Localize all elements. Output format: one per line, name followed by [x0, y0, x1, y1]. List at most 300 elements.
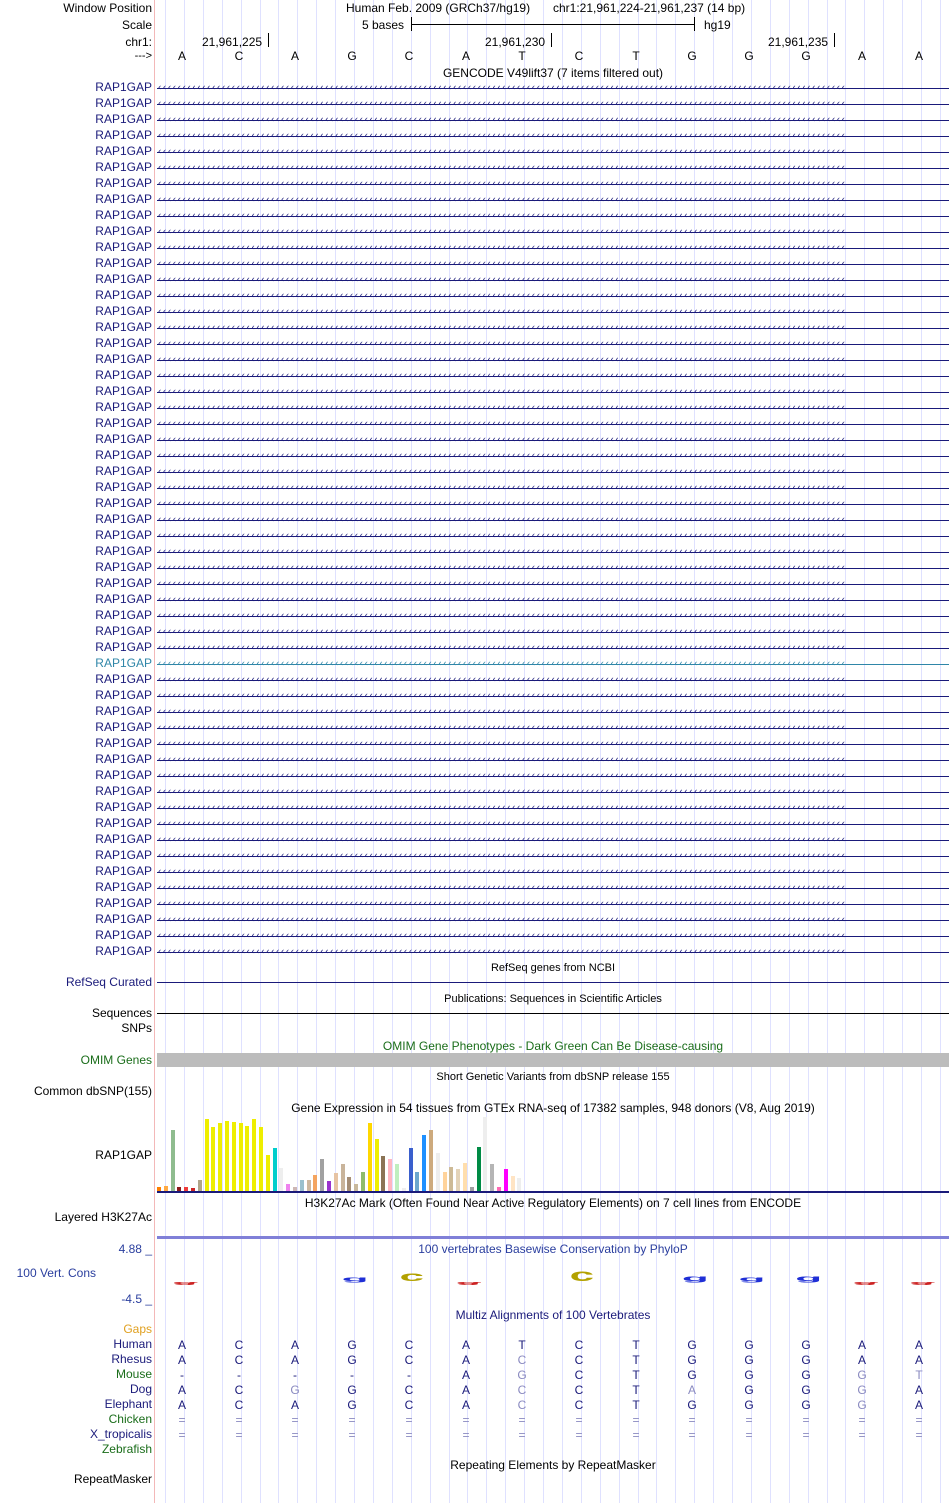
aligned-base: C — [404, 1338, 414, 1352]
tick-mark-2 — [551, 33, 552, 47]
omim-title: OMIM Gene Phenotypes - Dark Green Can Be Disease-causing — [382, 1039, 724, 1053]
aligned-base: G — [857, 1398, 867, 1412]
gtex-tissue-bar[interactable] — [504, 1169, 508, 1191]
gtex-tissue-bar[interactable] — [245, 1126, 249, 1191]
gtex-tissue-bar[interactable] — [415, 1172, 419, 1191]
repeatmasker-label[interactable]: RepeatMasker — [73, 1472, 152, 1486]
aligned-base: C — [517, 1398, 527, 1412]
refseq-line — [157, 982, 949, 983]
gencode-strand-arrows: ‹‹‹‹‹‹‹‹‹‹‹‹‹‹‹‹‹‹‹‹‹‹‹‹‹‹‹‹‹‹‹‹‹‹‹‹‹‹‹‹‹‹‹‹‹‹‹‹‹‹‹‹‹‹‹‹‹‹‹‹‹‹‹‹‹‹‹‹‹‹‹‹‹‹‹‹‹‹‹‹‹‹‹‹‹‹‹‹‹‹‹‹‹‹‹‹‹‹‹‹‹‹‹‹‹‹‹‹‹‹‹‹‹‹‹‹‹‹‹‹‹‹‹‹‹‹‹‹‹‹‹‹‹‹‹‹‹‹‹‹ — [157, 308, 846, 316]
gtex-label[interactable]: RAP1GAP — [95, 1148, 152, 1162]
gencode-strand-arrows: ‹‹‹‹‹‹‹‹‹‹‹‹‹‹‹‹‹‹‹‹‹‹‹‹‹‹‹‹‹‹‹‹‹‹‹‹‹‹‹‹‹‹‹‹‹‹‹‹‹‹‹‹‹‹‹‹‹‹‹‹‹‹‹‹‹‹‹‹‹‹‹‹‹‹‹‹‹‹‹‹‹‹‹‹‹‹‹‹‹‹‹‹‹‹‹‹‹‹‹‹‹‹‹‹‹‹‹‹‹‹‹‹‹‹‹‹‹‹‹‹‹‹‹‹‹‹‹‹‹‹‹‹‹‹‹‹‹‹‹‹ — [157, 564, 846, 572]
scale-bar — [411, 24, 694, 25]
phylop-base-letter: c — [399, 1268, 425, 1284]
gencode-strand-arrows: ‹‹‹‹‹‹‹‹‹‹‹‹‹‹‹‹‹‹‹‹‹‹‹‹‹‹‹‹‹‹‹‹‹‹‹‹‹‹‹‹‹‹‹‹‹‹‹‹‹‹‹‹‹‹‹‹‹‹‹‹‹‹‹‹‹‹‹‹‹‹‹‹‹‹‹‹‹‹‹‹‹‹‹‹‹‹‹‹‹‹‹‹‹‹‹‹‹‹‹‹‹‹‹‹‹‹‹‹‹‹‹‹‹‹‹‹‹‹‹‹‹‹‹‹‹‹‹‹‹‹‹‹‹‹‹‹‹‹‹‹ — [157, 884, 846, 892]
gencode-transcript-label[interactable]: RAP1GAP — [95, 208, 152, 222]
h3k27ac-label[interactable]: Layered H3K27Ac — [54, 1210, 152, 1224]
gencode-strand-arrows: ‹‹‹‹‹‹‹‹‹‹‹‹‹‹‹‹‹‹‹‹‹‹‹‹‹‹‹‹‹‹‹‹‹‹‹‹‹‹‹‹‹‹‹‹‹‹‹‹‹‹‹‹‹‹‹‹‹‹‹‹‹‹‹‹‹‹‹‹‹‹‹‹‹‹‹‹‹‹‹‹‹‹‹‹‹‹‹‹‹‹‹‹‹‹‹‹‹‹‹‹‹‹‹‹‹‹‹‹‹‹‹‹‹‹‹‹‹‹‹‹‹‹‹‹‹‹‹‹‹‹‹‹‹‹‹‹‹‹‹‹ — [157, 404, 846, 412]
gtex-tissue-bar[interactable] — [477, 1147, 481, 1191]
phylop-logo[interactable] — [157, 1256, 949, 1306]
gencode-transcript-label[interactable]: RAP1GAP — [95, 832, 152, 846]
aligned-base: A — [857, 1353, 866, 1367]
aligned-base: = — [235, 1428, 243, 1442]
aligned-base: = — [632, 1428, 640, 1442]
aligned-base: A — [461, 1383, 470, 1397]
gencode-strand-arrows: ‹‹‹‹‹‹‹‹‹‹‹‹‹‹‹‹‹‹‹‹‹‹‹‹‹‹‹‹‹‹‹‹‹‹‹‹‹‹‹‹‹‹‹‹‹‹‹‹‹‹‹‹‹‹‹‹‹‹‹‹‹‹‹‹‹‹‹‹‹‹‹‹‹‹‹‹‹‹‹‹‹‹‹‹‹‹‹‹‹‹‹‹‹‹‹‹‹‹‹‹‹‹‹‹‹‹‹‹‹‹‹‹‹‹‹‹‹‹‹‹‹‹‹‹‹‹‹‹‹‹‹‹‹‹‹‹‹‹‹‹ — [157, 132, 846, 140]
refseq-label[interactable]: RefSeq Curated — [65, 975, 152, 989]
reference-base: A — [177, 49, 186, 63]
gtex-tissue-bar[interactable] — [422, 1135, 426, 1191]
aligned-base: G — [857, 1368, 867, 1382]
gencode-transcript-label[interactable]: RAP1GAP — [95, 576, 152, 590]
gencode-strand-arrows: ‹‹‹‹‹‹‹‹‹‹‹‹‹‹‹‹‹‹‹‹‹‹‹‹‹‹‹‹‹‹‹‹‹‹‹‹‹‹‹‹‹‹‹‹‹‹‹‹‹‹‹‹‹‹‹‹‹‹‹‹‹‹‹‹‹‹‹‹‹‹‹‹‹‹‹‹‹‹‹‹‹‹‹‹‹‹‹‹‹‹‹‹‹‹‹‹‹‹‹‹‹‹‹‹‹‹‹‹‹‹‹‹‹‹‹‹‹‹‹‹‹‹‹‹‹‹‹‹‹‹‹‹‹‹‹‹‹‹‹‹ — [157, 644, 846, 652]
aligned-base: = — [235, 1413, 243, 1427]
aligned-base: A — [914, 1398, 923, 1412]
gencode-strand-arrows: ‹‹‹‹‹‹‹‹‹‹‹‹‹‹‹‹‹‹‹‹‹‹‹‹‹‹‹‹‹‹‹‹‹‹‹‹‹‹‹‹‹‹‹‹‹‹‹‹‹‹‹‹‹‹‹‹‹‹‹‹‹‹‹‹‹‹‹‹‹‹‹‹‹‹‹‹‹‹‹‹‹‹‹‹‹‹‹‹‹‹‹‹‹‹‹‹‹‹‹‹‹‹‹‹‹‹‹‹‹‹‹‹‹‹‹‹‹‹‹‹‹‹‹‹‹‹‹‹‹‹‹‹‹‹‹‹‹‹‹‹ — [157, 436, 846, 444]
h3k27ac-title: H3K27Ac Mark (Often Found Near Active Regulatory Elements) on 7 cell lines from ENCODE — [304, 1196, 802, 1210]
gencode-transcript-label[interactable]: RAP1GAP — [95, 352, 152, 366]
gtex-tissue-bar[interactable] — [354, 1184, 358, 1191]
gencode-transcript-label[interactable]: RAP1GAP — [95, 80, 152, 94]
gencode-strand-arrows: ‹‹‹‹‹‹‹‹‹‹‹‹‹‹‹‹‹‹‹‹‹‹‹‹‹‹‹‹‹‹‹‹‹‹‹‹‹‹‹‹‹‹‹‹‹‹‹‹‹‹‹‹‹‹‹‹‹‹‹‹‹‹‹‹‹‹‹‹‹‹‹‹‹‹‹‹‹‹‹‹‹‹‹‹‹‹‹‹‹‹‹‹‹‹‹‹‹‹‹‹‹‹‹‹‹‹‹‹‹‹‹‹‹‹‹‹‹‹‹‹‹‹‹‹‹‹‹‹‹‹‹‹‹‹‹‹‹‹‹‹ — [157, 788, 846, 796]
gtex-tissue-bar[interactable] — [368, 1123, 372, 1191]
gencode-transcript-label[interactable]: RAP1GAP — [95, 736, 152, 750]
aligned-base: = — [518, 1413, 526, 1427]
aligned-base: A — [914, 1383, 923, 1397]
gtex-tissue-bar[interactable] — [436, 1153, 440, 1191]
aligned-base: C — [404, 1398, 414, 1412]
gencode-transcript-label[interactable]: RAP1GAP — [95, 144, 152, 158]
gencode-strand-arrows: ‹‹‹‹‹‹‹‹‹‹‹‹‹‹‹‹‹‹‹‹‹‹‹‹‹‹‹‹‹‹‹‹‹‹‹‹‹‹‹‹‹‹‹‹‹‹‹‹‹‹‹‹‹‹‹‹‹‹‹‹‹‹‹‹‹‹‹‹‹‹‹‹‹‹‹‹‹‹‹‹‹‹‹‹‹‹‹‹‹‹‹‹‹‹‹‹‹‹‹‹‹‹‹‹‹‹‹‹‹‹‹‹‹‹‹‹‹‹‹‹‹‹‹‹‹‹‹‹‹‹‹‹‹‹‹‹‹‹‹‹ — [157, 548, 846, 556]
gencode-transcript-label[interactable]: RAP1GAP — [95, 720, 152, 734]
reference-base: A — [461, 49, 470, 63]
reference-base: C — [574, 49, 584, 63]
gtex-gene-line — [157, 1191, 949, 1193]
aligned-base: = — [405, 1413, 413, 1427]
aligned-base: = — [745, 1428, 753, 1442]
gencode-transcript-label[interactable]: RAP1GAP — [95, 880, 152, 894]
reference-base: G — [801, 49, 811, 63]
aligned-base: = — [405, 1428, 413, 1442]
aligned-base: G — [744, 1398, 754, 1412]
phylop-base-letter: a — [853, 1280, 878, 1288]
label-divider — [154, 0, 155, 1503]
gencode-strand-arrows: ‹‹‹‹‹‹‹‹‹‹‹‹‹‹‹‹‹‹‹‹‹‹‹‹‹‹‹‹‹‹‹‹‹‹‹‹‹‹‹‹‹‹‹‹‹‹‹‹‹‹‹‹‹‹‹‹‹‹‹‹‹‹‹‹‹‹‹‹‹‹‹‹‹‹‹‹‹‹‹‹‹‹‹‹‹‹‹‹‹‹‹‹‹‹‹‹‹‹‹‹‹‹‹‹‹‹‹‹‹‹‹‹‹‹‹‹‹‹‹‹‹‹‹‹‹‹‹‹‹‹‹‹‹‹‹‹‹‹‹‹ — [157, 916, 846, 924]
aligned-base: G — [687, 1338, 697, 1352]
gtex-title: Gene Expression in 54 tissues from GTEx RNA-seq of 17382 samples, 948 donors (V8, Aug 2019) — [291, 1101, 815, 1115]
gencode-transcript-label[interactable]: RAP1GAP — [95, 528, 152, 542]
gencode-strand-arrows: ‹‹‹‹‹‹‹‹‹‹‹‹‹‹‹‹‹‹‹‹‹‹‹‹‹‹‹‹‹‹‹‹‹‹‹‹‹‹‹‹‹‹‹‹‹‹‹‹‹‹‹‹‹‹‹‹‹‹‹‹‹‹‹‹‹‹‹‹‹‹‹‹‹‹‹‹‹‹‹‹‹‹‹‹‹‹‹‹‹‹‹‹‹‹‹‹‹‹‹‹‹‹‹‹‹‹‹‹‹‹‹‹‹‹‹‹‹‹‹‹‹‹‹‹‹‹‹‹‹‹‹‹‹‹‹‹‹‹‹‹ — [157, 580, 846, 588]
gencode-transcript-label[interactable]: RAP1GAP — [95, 544, 152, 558]
gencode-transcript-label[interactable]: RAP1GAP — [95, 240, 152, 254]
aligned-base: = — [858, 1413, 866, 1427]
tick-label-1: 21,961,225 — [202, 35, 263, 49]
aligned-base: = — [462, 1413, 470, 1427]
gencode-strand-arrows: ‹‹‹‹‹‹‹‹‹‹‹‹‹‹‹‹‹‹‹‹‹‹‹‹‹‹‹‹‹‹‹‹‹‹‹‹‹‹‹‹‹‹‹‹‹‹‹‹‹‹‹‹‹‹‹‹‹‹‹‹‹‹‹‹‹‹‹‹‹‹‹‹‹‹‹‹‹‹‹‹‹‹‹‹‹‹‹‹‹‹‹‹‹‹‹‹‹‹‹‹‹‹‹‹‹‹‹‹‹‹‹‹‹‹‹‹‹‹‹‹‹‹‹‹‹‹‹‹‹‹‹‹‹‹‹‹‹‹‹‹ — [157, 212, 846, 220]
phylop-min-label: -4.5 _ — [121, 1292, 152, 1306]
gencode-transcript-label[interactable]: RAP1GAP — [95, 480, 152, 494]
gencode-strand-arrows: ‹‹‹‹‹‹‹‹‹‹‹‹‹‹‹‹‹‹‹‹‹‹‹‹‹‹‹‹‹‹‹‹‹‹‹‹‹‹‹‹‹‹‹‹‹‹‹‹‹‹‹‹‹‹‹‹‹‹‹‹‹‹‹‹‹‹‹‹‹‹‹‹‹‹‹‹‹‹‹‹‹‹‹‹‹‹‹‹‹‹‹‹‹‹‹‹‹‹‹‹‹‹‹‹‹‹‹‹‹‹‹‹‹‹‹‹‹‹‹‹‹‹‹‹‹‹‹‹‹‹‹‹‹‹‹‹‹‹‹‹ — [157, 324, 846, 332]
gtex-tissue-bar[interactable] — [381, 1156, 385, 1191]
gtex-tissue-bar[interactable] — [266, 1155, 270, 1191]
gencode-transcript-label[interactable]: RAP1GAP — [95, 512, 152, 526]
species-label[interactable]: Elephant — [104, 1397, 152, 1411]
gencode-title: GENCODE V49lift37 (7 items filtered out) — [442, 66, 664, 80]
publications-label[interactable]: Sequences — [91, 1006, 152, 1020]
gtex-tissue-bar[interactable] — [483, 1117, 487, 1191]
gencode-transcript-label[interactable]: RAP1GAP — [95, 928, 152, 942]
gencode-transcript-label[interactable]: RAP1GAP — [95, 336, 152, 350]
phylop-base-letter: a — [456, 1280, 481, 1288]
gtex-tissue-bar[interactable] — [517, 1178, 521, 1191]
gencode-strand-arrows: ‹‹‹‹‹‹‹‹‹‹‹‹‹‹‹‹‹‹‹‹‹‹‹‹‹‹‹‹‹‹‹‹‹‹‹‹‹‹‹‹‹‹‹‹‹‹‹‹‹‹‹‹‹‹‹‹‹‹‹‹‹‹‹‹‹‹‹‹‹‹‹‹‹‹‹‹‹‹‹‹‹‹‹‹‹‹‹‹‹‹‹‹‹‹‹‹‹‹‹‹‹‹‹‹‹‹‹‹‹‹‹‹‹‹‹‹‹‹‹‹‹‹‹‹‹‹‹‹‹‹‹‹‹‹‹‹‹‹‹‹ — [157, 932, 846, 940]
gencode-strand-arrows: ‹‹‹‹‹‹‹‹‹‹‹‹‹‹‹‹‹‹‹‹‹‹‹‹‹‹‹‹‹‹‹‹‹‹‹‹‹‹‹‹‹‹‹‹‹‹‹‹‹‹‹‹‹‹‹‹‹‹‹‹‹‹‹‹‹‹‹‹‹‹‹‹‹‹‹‹‹‹‹‹‹‹‹‹‹‹‹‹‹‹‹‹‹‹‹‹‹‹‹‹‹‹‹‹‹‹‹‹‹‹‹‹‹‹‹‹‹‹‹‹‹‹‹‹‹‹‹‹‹‹‹‹‹‹‹‹‹‹‹‹ — [157, 244, 846, 252]
gencode-transcript-label[interactable]: RAP1GAP — [95, 864, 152, 878]
phylop-max-label: 4.88 _ — [118, 1242, 152, 1256]
aligned-base: - — [407, 1368, 411, 1382]
gencode-transcript-label[interactable]: RAP1GAP — [95, 272, 152, 286]
aligned-base: G — [857, 1383, 867, 1397]
assembly-title: Human Feb. 2009 (GRCh37/hg19) — [346, 1, 531, 15]
gencode-strand-arrows: ‹‹‹‹‹‹‹‹‹‹‹‹‹‹‹‹‹‹‹‹‹‹‹‹‹‹‹‹‹‹‹‹‹‹‹‹‹‹‹‹‹‹‹‹‹‹‹‹‹‹‹‹‹‹‹‹‹‹‹‹‹‹‹‹‹‹‹‹‹‹‹‹‹‹‹‹‹‹‹‹‹‹‹‹‹‹‹‹‹‹‹‹‹‹‹‹‹‹‹‹‹‹‹‹‹‹‹‹‹‹‹‹‹‹‹‹‹‹‹‹‹‹‹‹‹‹‹‹‹‹‹‹‹‹‹‹‹‹‹‹ — [157, 948, 846, 956]
reference-base: A — [290, 49, 299, 63]
gencode-strand-arrows: ‹‹‹‹‹‹‹‹‹‹‹‹‹‹‹‹‹‹‹‹‹‹‹‹‹‹‹‹‹‹‹‹‹‹‹‹‹‹‹‹‹‹‹‹‹‹‹‹‹‹‹‹‹‹‹‹‹‹‹‹‹‹‹‹‹‹‹‹‹‹‹‹‹‹‹‹‹‹‹‹‹‹‹‹‹‹‹‹‹‹‹‹‹‹‹‹‹‹‹‹‹‹‹‹‹‹‹‹‹‹‹‹‹‹‹‹‹‹‹‹‹‹‹‹‹‹‹‹‹‹‹‹‹‹‹‹‹‹‹‹ — [157, 532, 846, 540]
reference-base: G — [347, 49, 357, 63]
gencode-strand-arrows: ‹‹‹‹‹‹‹‹‹‹‹‹‹‹‹‹‹‹‹‹‹‹‹‹‹‹‹‹‹‹‹‹‹‹‹‹‹‹‹‹‹‹‹‹‹‹‹‹‹‹‹‹‹‹‹‹‹‹‹‹‹‹‹‹‹‹‹‹‹‹‹‹‹‹‹‹‹‹‹‹‹‹‹‹‹‹‹‹‹‹‹‹‹‹‹‹‹‹‹‹‹‹‹‹‹‹‹‹‹‹‹‹‹‹‹‹‹‹‹‹‹‹‹‹‹‹‹‹‹‹‹‹‹‹‹‹‹‹‹‹ — [157, 772, 846, 780]
aligned-base: G — [517, 1368, 527, 1382]
gencode-transcript-label[interactable]: RAP1GAP — [95, 496, 152, 510]
gtex-tissue-bar[interactable] — [300, 1180, 304, 1191]
gencode-transcript-label[interactable]: RAP1GAP — [95, 368, 152, 382]
aligned-base: A — [177, 1338, 186, 1352]
aligned-base: = — [462, 1428, 470, 1442]
aligned-base: = — [915, 1413, 923, 1427]
aligned-base: = — [802, 1413, 810, 1427]
gtex-tissue-bar[interactable] — [198, 1180, 202, 1191]
gencode-transcript-label[interactable]: RAP1GAP — [95, 464, 152, 478]
reference-base: T — [632, 49, 640, 63]
gencode-strand-arrows: ‹‹‹‹‹‹‹‹‹‹‹‹‹‹‹‹‹‹‹‹‹‹‹‹‹‹‹‹‹‹‹‹‹‹‹‹‹‹‹‹‹‹‹‹‹‹‹‹‹‹‹‹‹‹‹‹‹‹‹‹‹‹‹‹‹‹‹‹‹‹‹‹‹‹‹‹‹‹‹‹‹‹‹‹‹‹‹‹‹‹‹‹‹‹‹‹‹‹‹‹‹‹‹‹‹‹‹‹‹‹‹‹‹‹‹‹‹‹‹‹‹‹‹‹‹‹‹‹‹‹‹‹‹‹‹‹‹‹‹‹ — [157, 276, 846, 284]
gencode-transcript-label[interactable]: RAP1GAP — [95, 288, 152, 302]
aligned-base: = — [632, 1413, 640, 1427]
gencode-transcript-label[interactable]: RAP1GAP — [95, 176, 152, 190]
aligned-base: G — [347, 1398, 357, 1412]
gencode-transcript-label[interactable]: RAP1GAP — [95, 416, 152, 430]
tick-mark-3 — [834, 33, 835, 47]
aligned-base: G — [290, 1383, 300, 1397]
gtex-tissue-bar[interactable] — [409, 1148, 413, 1191]
gencode-strand-arrows: ‹‹‹‹‹‹‹‹‹‹‹‹‹‹‹‹‹‹‹‹‹‹‹‹‹‹‹‹‹‹‹‹‹‹‹‹‹‹‹‹‹‹‹‹‹‹‹‹‹‹‹‹‹‹‹‹‹‹‹‹‹‹‹‹‹‹‹‹‹‹‹‹‹‹‹‹‹‹‹‹‹‹‹‹‹‹‹‹‹‹‹‹‹‹‹‹‹‹‹‹‹‹‹‹‹‹‹‹‹‹‹‹‹‹‹‹‹‹‹‹‹‹‹‹‹‹‹‹‹‹‹‹‹‹‹‹‹‹‹‹ — [157, 84, 846, 92]
gtex-tissue-bar[interactable] — [259, 1127, 263, 1191]
gencode-transcript-label[interactable]: RAP1GAP — [95, 672, 152, 686]
species-label[interactable]: Chicken — [108, 1412, 152, 1426]
aligned-base: G — [347, 1353, 357, 1367]
gencode-transcript-label[interactable]: RAP1GAP — [95, 256, 152, 270]
strand-label: ---> — [134, 50, 152, 62]
aligned-base: G — [347, 1383, 357, 1397]
aligned-base: A — [687, 1383, 696, 1397]
aligned-base: = — [291, 1413, 299, 1427]
gencode-transcript-label[interactable]: RAP1GAP — [95, 688, 152, 702]
aligned-base: C — [574, 1338, 584, 1352]
gtex-tissue-bar[interactable] — [252, 1119, 256, 1191]
tick-label-2: 21,961,230 — [485, 35, 546, 49]
gencode-transcript-label[interactable]: RAP1GAP — [95, 224, 152, 238]
gencode-strand-arrows: ‹‹‹‹‹‹‹‹‹‹‹‹‹‹‹‹‹‹‹‹‹‹‹‹‹‹‹‹‹‹‹‹‹‹‹‹‹‹‹‹‹‹‹‹‹‹‹‹‹‹‹‹‹‹‹‹‹‹‹‹‹‹‹‹‹‹‹‹‹‹‹‹‹‹‹‹‹‹‹‹‹‹‹‹‹‹‹‹‹‹‹‹‹‹‹‹‹‹‹‹‹‹‹‹‹‹‹‹‹‹‹‹‹‹‹‹‹‹‹‹‹‹‹‹‹‹‹‹‹‹‹‹‹‹‹‹‹‹‹‹ — [157, 116, 846, 124]
aligned-base: G — [801, 1398, 811, 1412]
aligned-base: - — [293, 1368, 297, 1382]
gtex-tissue-bar[interactable] — [449, 1167, 453, 1191]
gencode-transcript-label[interactable]: RAP1GAP — [95, 816, 152, 830]
aligned-base: = — [348, 1413, 356, 1427]
aligned-base: C — [517, 1353, 527, 1367]
gtex-tissue-bar[interactable] — [313, 1175, 317, 1191]
gencode-transcript-label[interactable]: RAP1GAP — [95, 128, 152, 142]
aligned-base: A — [177, 1383, 186, 1397]
aligned-base: G — [687, 1368, 697, 1382]
gencode-strand-arrows: ‹‹‹‹‹‹‹‹‹‹‹‹‹‹‹‹‹‹‹‹‹‹‹‹‹‹‹‹‹‹‹‹‹‹‹‹‹‹‹‹‹‹‹‹‹‹‹‹‹‹‹‹‹‹‹‹‹‹‹‹‹‹‹‹‹‹‹‹‹‹‹‹‹‹‹‹‹‹‹‹‹‹‹‹‹‹‹‹‹‹‹‹‹‹‹‹‹‹‹‹‹‹‹‹‹‹‹‹‹‹‹‹‹‹‹‹‹‹‹‹‹‹‹‹‹‹‹‹‹‹‹‹‹‹‹‹‹‹‹‹ — [157, 676, 846, 684]
phylop-base-letter: g — [738, 1275, 766, 1283]
gencode-strand-arrows: ‹‹‹‹‹‹‹‹‹‹‹‹‹‹‹‹‹‹‹‹‹‹‹‹‹‹‹‹‹‹‹‹‹‹‹‹‹‹‹‹‹‹‹‹‹‹‹‹‹‹‹‹‹‹‹‹‹‹‹‹‹‹‹‹‹‹‹‹‹‹‹‹‹‹‹‹‹‹‹‹‹‹‹‹‹‹‹‹‹‹‹‹‹‹‹‹‹‹‹‹‹‹‹‹‹‹‹‹‹‹‹‹‹‹‹‹‹‹‹‹‹‹‹‹‹‹‹‹‹‹‹‹‹‹‹‹‹‹‹‹ — [157, 500, 846, 508]
gencode-strand-arrows: ‹‹‹‹‹‹‹‹‹‹‹‹‹‹‹‹‹‹‹‹‹‹‹‹‹‹‹‹‹‹‹‹‹‹‹‹‹‹‹‹‹‹‹‹‹‹‹‹‹‹‹‹‹‹‹‹‹‹‹‹‹‹‹‹‹‹‹‹‹‹‹‹‹‹‹‹‹‹‹‹‹‹‹‹‹‹‹‹‹‹‹‹‹‹‹‹‹‹‹‹‹‹‹‹‹‹‹‹‹‹‹‹‹‹‹‹‹‹‹‹‹‹‹‹‹‹‹‹‹‹‹‹‹‹‹‹‹‹‹‹ — [157, 820, 846, 828]
aligned-base: A — [177, 1353, 186, 1367]
gencode-strand-arrows: ‹‹‹‹‹‹‹‹‹‹‹‹‹‹‹‹‹‹‹‹‹‹‹‹‹‹‹‹‹‹‹‹‹‹‹‹‹‹‹‹‹‹‹‹‹‹‹‹‹‹‹‹‹‹‹‹‹‹‹‹‹‹‹‹‹‹‹‹‹‹‹‹‹‹‹‹‹‹‹‹‹‹‹‹‹‹‹‹‹‹‹‹‹‹‹‹‹‹‹‹‹‹‹‹‹‹‹‹‹‹‹‹‹‹‹‹‹‹‹‹‹‹‹‹‹‹‹‹‹‹‹‹‹‹‹‹‹‹‹‹ — [157, 388, 846, 396]
reference-base: G — [687, 49, 697, 63]
gtex-tissue-bar[interactable] — [443, 1172, 447, 1191]
gtex-tissue-bar[interactable] — [239, 1123, 243, 1191]
phylop-base-letter: a — [172, 1280, 198, 1288]
gencode-transcript-label[interactable]: RAP1GAP — [95, 704, 152, 718]
reference-base: C — [234, 49, 244, 63]
gtex-tissue-bar[interactable] — [279, 1168, 283, 1191]
reference-base: G — [744, 49, 754, 63]
gencode-strand-arrows: ‹‹‹‹‹‹‹‹‹‹‹‹‹‹‹‹‹‹‹‹‹‹‹‹‹‹‹‹‹‹‹‹‹‹‹‹‹‹‹‹‹‹‹‹‹‹‹‹‹‹‹‹‹‹‹‹‹‹‹‹‹‹‹‹‹‹‹‹‹‹‹‹‹‹‹‹‹‹‹‹‹‹‹‹‹‹‹‹‹‹‹‹‹‹‹‹‹‹‹‹‹‹‹‹‹‹‹‹‹‹‹‹‹‹‹‹‹‹‹‹‹‹‹‹‹‹‹‹‹‹‹‹‹‹‹‹‹‹‹‹ — [157, 868, 846, 876]
gencode-strand-arrows: ‹‹‹‹‹‹‹‹‹‹‹‹‹‹‹‹‹‹‹‹‹‹‹‹‹‹‹‹‹‹‹‹‹‹‹‹‹‹‹‹‹‹‹‹‹‹‹‹‹‹‹‹‹‹‹‹‹‹‹‹‹‹‹‹‹‹‹‹‹‹‹‹‹‹‹‹‹‹‹‹‹‹‹‹‹‹‹‹‹‹‹‹‹‹‹‹‹‹‹‹‹‹‹‹‹‹‹‹‹‹‹‹‹‹‹‹‹‹‹‹‹‹‹‹‹‹‹‹‹‹‹‹‹‹‹‹‹‹‹‹ — [157, 196, 846, 204]
aligned-base: = — [575, 1428, 583, 1442]
aligned-base: A — [461, 1398, 470, 1412]
gtex-tissue-bar[interactable] — [334, 1173, 338, 1191]
gencode-transcript-label[interactable]: RAP1GAP — [95, 400, 152, 414]
gtex-bar-chart[interactable] — [157, 1115, 949, 1191]
gencode-transcript-label[interactable]: RAP1GAP — [95, 752, 152, 766]
gencode-strand-arrows: ‹‹‹‹‹‹‹‹‹‹‹‹‹‹‹‹‹‹‹‹‹‹‹‹‹‹‹‹‹‹‹‹‹‹‹‹‹‹‹‹‹‹‹‹‹‹‹‹‹‹‹‹‹‹‹‹‹‹‹‹‹‹‹‹‹‹‹‹‹‹‹‹‹‹‹‹‹‹‹‹‹‹‹‹‹‹‹‹‹‹‹‹‹‹‹‹‹‹‹‹‹‹‹‹‹‹‹‹‹‹‹‹‹‹‹‹‹‹‹‹‹‹‹‹‹‹‹‹‹‹‹‹‹‹‹‹‹‹‹‹ — [157, 452, 846, 460]
scale-right-tick — [694, 17, 695, 31]
gencode-transcript-label[interactable]: RAP1GAP — [95, 608, 152, 622]
gtex-tissue-bar[interactable] — [286, 1184, 290, 1191]
gtex-tissue-bar[interactable] — [232, 1122, 236, 1191]
gencode-transcript-label[interactable]: RAP1GAP — [95, 800, 152, 814]
gencode-strand-arrows: ‹‹‹‹‹‹‹‹‹‹‹‹‹‹‹‹‹‹‹‹‹‹‹‹‹‹‹‹‹‹‹‹‹‹‹‹‹‹‹‹‹‹‹‹‹‹‹‹‹‹‹‹‹‹‹‹‹‹‹‹‹‹‹‹‹‹‹‹‹‹‹‹‹‹‹‹‹‹‹‹‹‹‹‹‹‹‹‹‹‹‹‹‹‹‹‹‹‹‹‹‹‹‹‹‹‹‹‹‹‹‹‹‹‹‹‹‹‹‹‹‹‹‹‹‹‹‹‹‹‹‹‹‹‹‹‹‹‹‹‹ — [157, 628, 846, 636]
gtex-tissue-bar[interactable] — [327, 1181, 331, 1191]
omim-label[interactable]: OMIM Genes — [80, 1053, 152, 1067]
species-label[interactable]: Mouse — [115, 1367, 152, 1381]
aligned-base: G — [801, 1353, 811, 1367]
gtex-tissue-bar[interactable] — [320, 1159, 324, 1191]
gencode-strand-arrows: ‹‹‹‹‹‹‹‹‹‹‹‹‹‹‹‹‹‹‹‹‹‹‹‹‹‹‹‹‹‹‹‹‹‹‹‹‹‹‹‹‹‹‹‹‹‹‹‹‹‹‹‹‹‹‹‹‹‹‹‹‹‹‹‹‹‹‹‹‹‹‹‹‹‹‹‹‹‹‹‹‹‹‹‹‹‹‹‹‹‹‹‹‹‹‹‹‹‹‹‹‹‹‹‹‹‹‹‹‹‹‹‹‹‹‹‹‹‹‹‹‹‹‹‹‹‹‹‹‹‹‹‹‹‹‹‹‹‹‹‹ — [157, 484, 846, 492]
gencode-strand-arrows: ‹‹‹‹‹‹‹‹‹‹‹‹‹‹‹‹‹‹‹‹‹‹‹‹‹‹‹‹‹‹‹‹‹‹‹‹‹‹‹‹‹‹‹‹‹‹‹‹‹‹‹‹‹‹‹‹‹‹‹‹‹‹‹‹‹‹‹‹‹‹‹‹‹‹‹‹‹‹‹‹‹‹‹‹‹‹‹‹‹‹‹‹‹‹‹‹‹‹‹‹‹‹‹‹‹‹‹‹‹‹‹‹‹‹‹‹‹‹‹‹‹‹‹‹‹‹‹‹‹‹‹‹‹‹‹‹‹‹‹‹ — [157, 340, 846, 348]
gtex-tissue-bar[interactable] — [347, 1177, 351, 1191]
gencode-transcript-label[interactable]: RAP1GAP — [95, 432, 152, 446]
gencode-transcript-label[interactable]: RAP1GAP — [95, 944, 152, 958]
gencode-strand-arrows: ‹‹‹‹‹‹‹‹‹‹‹‹‹‹‹‹‹‹‹‹‹‹‹‹‹‹‹‹‹‹‹‹‹‹‹‹‹‹‹‹‹‹‹‹‹‹‹‹‹‹‹‹‹‹‹‹‹‹‹‹‹‹‹‹‹‹‹‹‹‹‹‹‹‹‹‹‹‹‹‹‹‹‹‹‹‹‹‹‹‹‹‹‹‹‹‹‹‹‹‹‹‹‹‹‹‹‹‹‹‹‹‹‹‹‹‹‹‹‹‹‹‹‹‹‹‹‹‹‹‹‹‹‹‹‹‹‹‹‹‹ — [157, 692, 846, 700]
gtex-tissue-bar[interactable] — [490, 1164, 494, 1191]
gencode-strand-arrows: ‹‹‹‹‹‹‹‹‹‹‹‹‹‹‹‹‹‹‹‹‹‹‹‹‹‹‹‹‹‹‹‹‹‹‹‹‹‹‹‹‹‹‹‹‹‹‹‹‹‹‹‹‹‹‹‹‹‹‹‹‹‹‹‹‹‹‹‹‹‹‹‹‹‹‹‹‹‹‹‹‹‹‹‹‹‹‹‹‹‹‹‹‹‹‹‹‹‹‹‹‹‹‹‹‹‹‹‹‹‹‹‹‹‹‹‹‹‹‹‹‹‹‹‹‹‹‹‹‹‹‹‹‹‹‹‹‹‹‹‹ — [157, 372, 846, 380]
tick-mark-1 — [268, 33, 269, 47]
species-label[interactable]: Rhesus — [111, 1352, 152, 1366]
gencode-transcript-label[interactable]: RAP1GAP — [95, 624, 152, 638]
aligned-base: A — [914, 1338, 923, 1352]
aligned-base: C — [234, 1353, 244, 1367]
phylop-base-letter: g — [341, 1275, 369, 1283]
gencode-transcript-label[interactable]: RAP1GAP — [95, 592, 152, 606]
scale-db: hg19 — [704, 18, 731, 32]
chrom-label: chr1: — [125, 35, 152, 49]
gencode-strand-arrows: ‹‹‹‹‹‹‹‹‹‹‹‹‹‹‹‹‹‹‹‹‹‹‹‹‹‹‹‹‹‹‹‹‹‹‹‹‹‹‹‹‹‹‹‹‹‹‹‹‹‹‹‹‹‹‹‹‹‹‹‹‹‹‹‹‹‹‹‹‹‹‹‹‹‹‹‹‹‹‹‹‹‹‹‹‹‹‹‹‹‹‹‹‹‹‹‹‹‹‹‹‹‹‹‹‹‹‹‹‹‹‹‹‹‹‹‹‹‹‹‹‹‹‹‹‹‹‹‹‹‹‹‹‹‹‹‹‹‹‹‹ — [157, 356, 846, 364]
aligned-base: C — [404, 1383, 414, 1397]
gtex-tissue-bar[interactable] — [171, 1130, 175, 1191]
species-label[interactable]: Zebrafish — [101, 1442, 152, 1456]
aligned-base: C — [574, 1353, 584, 1367]
aligned-base: = — [178, 1428, 186, 1442]
gencode-strand-arrows: ‹‹‹‹‹‹‹‹‹‹‹‹‹‹‹‹‹‹‹‹‹‹‹‹‹‹‹‹‹‹‹‹‹‹‹‹‹‹‹‹‹‹‹‹‹‹‹‹‹‹‹‹‹‹‹‹‹‹‹‹‹‹‹‹‹‹‹‹‹‹‹‹‹‹‹‹‹‹‹‹‹‹‹‹‹‹‹‹‹‹‹‹‹‹‹‹‹‹‹‹‹‹‹‹‹‹‹‹‹‹‹‹‹‹‹‹‹‹‹‹‹‹‹‹‹‹‹‹‹‹‹‹‹‹‹‹‹‹‹‹ — [157, 100, 846, 108]
gencode-transcript-label[interactable]: RAP1GAP — [95, 320, 152, 334]
aligned-base: = — [178, 1413, 186, 1427]
gtex-tissue-bar[interactable] — [361, 1172, 365, 1191]
gencode-transcript-label[interactable]: RAP1GAP — [95, 768, 152, 782]
gtex-tissue-bar[interactable] — [511, 1176, 515, 1191]
gencode-strand-arrows: ‹‹‹‹‹‹‹‹‹‹‹‹‹‹‹‹‹‹‹‹‹‹‹‹‹‹‹‹‹‹‹‹‹‹‹‹‹‹‹‹‹‹‹‹‹‹‹‹‹‹‹‹‹‹‹‹‹‹‹‹‹‹‹‹‹‹‹‹‹‹‹‹‹‹‹‹‹‹‹‹‹‹‹‹‹‹‹‹‹‹‹‹‹‹‹‹‹‹‹‹‹‹‹‹‹‹‹‹‹‹‹‹‹‹‹‹‹‹‹‹‹‹‹‹‹‹‹‹‹‹‹‹‹‹‹‹‹‹‹‹ — [157, 180, 846, 188]
aligned-base: = — [518, 1428, 526, 1442]
aligned-base: G — [744, 1383, 754, 1397]
gencode-strand-arrows: ‹‹‹‹‹‹‹‹‹‹‹‹‹‹‹‹‹‹‹‹‹‹‹‹‹‹‹‹‹‹‹‹‹‹‹‹‹‹‹‹‹‹‹‹‹‹‹‹‹‹‹‹‹‹‹‹‹‹‹‹‹‹‹‹‹‹‹‹‹‹‹‹‹‹‹‹‹‹‹‹‹‹‹‹‹‹‹‹‹‹‹‹‹‹‹‹‹‹‹‹‹‹‹‹‹‹‹‹‹‹‹‹‹‹‹‹‹‹‹‹‹‹‹‹‹‹‹‹‹‹‹‹‹‹‹‹‹‹‹‹ — [157, 420, 846, 428]
gencode-transcript-label[interactable]: RAP1GAP — [95, 656, 152, 670]
aligned-base: G — [687, 1353, 697, 1367]
gencode-transcript-label[interactable]: RAP1GAP — [95, 640, 152, 654]
gtex-tissue-bar[interactable] — [307, 1180, 311, 1191]
aligned-base: G — [744, 1353, 754, 1367]
repeatmasker-title: Repeating Elements by RepeatMasker — [450, 1458, 656, 1472]
gtex-tissue-bar[interactable] — [456, 1169, 460, 1191]
gtex-tissue-bar[interactable] — [395, 1164, 399, 1191]
phylop-base-letter: c — [569, 1266, 595, 1286]
gencode-transcript-label[interactable]: RAP1GAP — [95, 848, 152, 862]
aligned-base: - — [350, 1368, 354, 1382]
aligned-base: = — [688, 1428, 696, 1442]
aligned-base: C — [234, 1338, 244, 1352]
species-label[interactable]: Dog — [129, 1382, 152, 1396]
gencode-strand-arrows: ‹‹‹‹‹‹‹‹‹‹‹‹‹‹‹‹‹‹‹‹‹‹‹‹‹‹‹‹‹‹‹‹‹‹‹‹‹‹‹‹‹‹‹‹‹‹‹‹‹‹‹‹‹‹‹‹‹‹‹‹‹‹‹‹‹‹‹‹‹‹‹‹‹‹‹‹‹‹‹‹‹‹‹‹‹‹‹‹‹‹‹‹‹‹‹‹‹‹‹‹‹‹‹‹‹‹‹‹‹‹‹‹‹‹‹‹‹‹‹‹‹‹‹‹‹‹‹‹‹‹‹‹‹‹‹‹‹‹‹‹ — [157, 804, 846, 812]
reference-base: T — [518, 49, 526, 63]
h3k27ac-signal — [157, 1236, 949, 1239]
aligned-base: G — [744, 1338, 754, 1352]
aligned-base: C — [574, 1368, 584, 1382]
snps-label[interactable]: SNPs — [121, 1021, 152, 1035]
gencode-strand-arrows: ‹‹‹‹‹‹‹‹‹‹‹‹‹‹‹‹‹‹‹‹‹‹‹‹‹‹‹‹‹‹‹‹‹‹‹‹‹‹‹‹‹‹‹‹‹‹‹‹‹‹‹‹‹‹‹‹‹‹‹‹‹‹‹‹‹‹‹‹‹‹‹‹‹‹‹‹‹‹‹‹‹‹‹‹‹‹‹‹‹‹‹‹‹‹‹‹‹‹‹‹‹‹‹‹‹‹‹‹‹‹‹‹‹‹‹‹‹‹‹‹‹‹‹‹‹‹‹‹‹‹‹‹‹‹‹‹‹‹‹‹ — [157, 708, 846, 716]
aligned-base: C — [517, 1383, 527, 1397]
phylop-base-letter: g — [795, 1273, 823, 1283]
aligned-base: G — [687, 1398, 697, 1412]
gencode-transcript-label[interactable]: RAP1GAP — [95, 448, 152, 462]
dbsnp-title: Short Genetic Variants from dbSNP release 155 — [436, 1071, 670, 1083]
gencode-transcript-label[interactable]: RAP1GAP — [95, 96, 152, 110]
aligned-base: C — [234, 1398, 244, 1412]
gencode-strand-arrows: ‹‹‹‹‹‹‹‹‹‹‹‹‹‹‹‹‹‹‹‹‹‹‹‹‹‹‹‹‹‹‹‹‹‹‹‹‹‹‹‹‹‹‹‹‹‹‹‹‹‹‹‹‹‹‹‹‹‹‹‹‹‹‹‹‹‹‹‹‹‹‹‹‹‹‹‹‹‹‹‹‹‹‹‹‹‹‹‹‹‹‹‹‹‹‹‹‹‹‹‹‹‹‹‹‹‹‹‹‹‹‹‹‹‹‹‹‹‹‹‹‹‹‹‹‹‹‹‹‹‹‹‹‹‹‹‹‹‹‹‹ — [157, 660, 846, 668]
gencode-transcript-label[interactable]: RAP1GAP — [95, 384, 152, 398]
gencode-transcript-label[interactable]: RAP1GAP — [95, 784, 152, 798]
species-label[interactable]: Human — [113, 1337, 152, 1351]
gencode-strand-arrows: ‹‹‹‹‹‹‹‹‹‹‹‹‹‹‹‹‹‹‹‹‹‹‹‹‹‹‹‹‹‹‹‹‹‹‹‹‹‹‹‹‹‹‹‹‹‹‹‹‹‹‹‹‹‹‹‹‹‹‹‹‹‹‹‹‹‹‹‹‹‹‹‹‹‹‹‹‹‹‹‹‹‹‹‹‹‹‹‹‹‹‹‹‹‹‹‹‹‹‹‹‹‹‹‹‹‹‹‹‹‹‹‹‹‹‹‹‹‹‹‹‹‹‹‹‹‹‹‹‹‹‹‹‹‹‹‹‹‹‹‹ — [157, 468, 846, 476]
multiz-title: Multiz Alignments of 100 Vertebrates — [455, 1308, 651, 1322]
gtex-tissue-bar[interactable] — [375, 1139, 379, 1191]
gtex-tissue-bar[interactable] — [388, 1159, 392, 1191]
gtex-tissue-bar[interactable] — [211, 1127, 215, 1191]
gencode-strand-arrows: ‹‹‹‹‹‹‹‹‹‹‹‹‹‹‹‹‹‹‹‹‹‹‹‹‹‹‹‹‹‹‹‹‹‹‹‹‹‹‹‹‹‹‹‹‹‹‹‹‹‹‹‹‹‹‹‹‹‹‹‹‹‹‹‹‹‹‹‹‹‹‹‹‹‹‹‹‹‹‹‹‹‹‹‹‹‹‹‹‹‹‹‹‹‹‹‹‹‹‹‹‹‹‹‹‹‹‹‹‹‹‹‹‹‹‹‹‹‹‹‹‹‹‹‹‹‹‹‹‹‹‹‹‹‹‹‹‹‹‹‹ — [157, 228, 846, 236]
gencode-transcript-label[interactable]: RAP1GAP — [95, 112, 152, 126]
phylop-label[interactable]: 100 Vert. Cons — [16, 1266, 96, 1280]
aligned-base: A — [177, 1398, 186, 1412]
gtex-tissue-bar[interactable] — [205, 1119, 209, 1191]
aligned-base: A — [461, 1338, 470, 1352]
aligned-base: = — [802, 1428, 810, 1442]
gtex-tissue-bar[interactable] — [273, 1148, 277, 1191]
aligned-base: A — [461, 1353, 470, 1367]
species-label[interactable]: X_tropicalis — [89, 1427, 152, 1441]
gencode-strand-arrows: ‹‹‹‹‹‹‹‹‹‹‹‹‹‹‹‹‹‹‹‹‹‹‹‹‹‹‹‹‹‹‹‹‹‹‹‹‹‹‹‹‹‹‹‹‹‹‹‹‹‹‹‹‹‹‹‹‹‹‹‹‹‹‹‹‹‹‹‹‹‹‹‹‹‹‹‹‹‹‹‹‹‹‹‹‹‹‹‹‹‹‹‹‹‹‹‹‹‹‹‹‹‹‹‹‹‹‹‹‹‹‹‹‹‹‹‹‹‹‹‹‹‹‹‹‹‹‹‹‹‹‹‹‹‹‹‹‹‹‹‹ — [157, 612, 846, 620]
aligned-base: - — [237, 1368, 241, 1382]
gencode-strand-arrows: ‹‹‹‹‹‹‹‹‹‹‹‹‹‹‹‹‹‹‹‹‹‹‹‹‹‹‹‹‹‹‹‹‹‹‹‹‹‹‹‹‹‹‹‹‹‹‹‹‹‹‹‹‹‹‹‹‹‹‹‹‹‹‹‹‹‹‹‹‹‹‹‹‹‹‹‹‹‹‹‹‹‹‹‹‹‹‹‹‹‹‹‹‹‹‹‹‹‹‹‹‹‹‹‹‹‹‹‹‹‹‹‹‹‹‹‹‹‹‹‹‹‹‹‹‹‹‹‹‹‹‹‹‹‹‹‹‹‹‹‹ — [157, 852, 846, 860]
aligned-base: = — [915, 1428, 923, 1442]
aligned-base: A — [914, 1353, 923, 1367]
gencode-transcript-label[interactable]: RAP1GAP — [95, 912, 152, 926]
gencode-transcript-label[interactable]: RAP1GAP — [95, 896, 152, 910]
gencode-strand-arrows: ‹‹‹‹‹‹‹‹‹‹‹‹‹‹‹‹‹‹‹‹‹‹‹‹‹‹‹‹‹‹‹‹‹‹‹‹‹‹‹‹‹‹‹‹‹‹‹‹‹‹‹‹‹‹‹‹‹‹‹‹‹‹‹‹‹‹‹‹‹‹‹‹‹‹‹‹‹‹‹‹‹‹‹‹‹‹‹‹‹‹‹‹‹‹‹‹‹‹‹‹‹‹‹‹‹‹‹‹‹‹‹‹‹‹‹‹‹‹‹‹‹‹‹‹‹‹‹‹‹‹‹‹‹‹‹‹‹‹‹‹ — [157, 596, 846, 604]
gencode-transcript-label[interactable]: RAP1GAP — [95, 160, 152, 174]
aligned-base: = — [688, 1413, 696, 1427]
gencode-strand-arrows: ‹‹‹‹‹‹‹‹‹‹‹‹‹‹‹‹‹‹‹‹‹‹‹‹‹‹‹‹‹‹‹‹‹‹‹‹‹‹‹‹‹‹‹‹‹‹‹‹‹‹‹‹‹‹‹‹‹‹‹‹‹‹‹‹‹‹‹‹‹‹‹‹‹‹‹‹‹‹‹‹‹‹‹‹‹‹‹‹‹‹‹‹‹‹‹‹‹‹‹‹‹‹‹‹‹‹‹‹‹‹‹‹‹‹‹‹‹‹‹‹‹‹‹‹‹‹‹‹‹‹‹‹‹‹‹‹‹‹‹‹ — [157, 724, 846, 732]
aligned-base: C — [234, 1383, 244, 1397]
dbsnp-label[interactable]: Common dbSNP(155) — [33, 1084, 152, 1098]
gtex-tissue-bar[interactable] — [341, 1164, 345, 1191]
gtex-tissue-bar[interactable] — [429, 1130, 433, 1191]
aligned-base: T — [632, 1353, 640, 1367]
aligned-base: A — [461, 1368, 470, 1382]
gtex-tissue-bar[interactable] — [225, 1121, 229, 1191]
position-text: chr1:21,961,224-21,961,237 (14 bp) — [553, 1, 746, 15]
gtex-tissue-bar[interactable] — [218, 1123, 222, 1191]
aligned-base: T — [632, 1338, 640, 1352]
gencode-transcript-label[interactable]: RAP1GAP — [95, 560, 152, 574]
aligned-base: = — [745, 1413, 753, 1427]
gaps-label[interactable]: Gaps — [123, 1322, 152, 1336]
aligned-base: = — [348, 1428, 356, 1442]
aligned-base: A — [290, 1338, 299, 1352]
gencode-strand-arrows: ‹‹‹‹‹‹‹‹‹‹‹‹‹‹‹‹‹‹‹‹‹‹‹‹‹‹‹‹‹‹‹‹‹‹‹‹‹‹‹‹‹‹‹‹‹‹‹‹‹‹‹‹‹‹‹‹‹‹‹‹‹‹‹‹‹‹‹‹‹‹‹‹‹‹‹‹‹‹‹‹‹‹‹‹‹‹‹‹‹‹‹‹‹‹‹‹‹‹‹‹‹‹‹‹‹‹‹‹‹‹‹‹‹‹‹‹‹‹‹‹‹‹‹‹‹‹‹‹‹‹‹‹‹‹‹‹‹‹‹‹ — [157, 516, 846, 524]
gencode-strand-arrows: ‹‹‹‹‹‹‹‹‹‹‹‹‹‹‹‹‹‹‹‹‹‹‹‹‹‹‹‹‹‹‹‹‹‹‹‹‹‹‹‹‹‹‹‹‹‹‹‹‹‹‹‹‹‹‹‹‹‹‹‹‹‹‹‹‹‹‹‹‹‹‹‹‹‹‹‹‹‹‹‹‹‹‹‹‹‹‹‹‹‹‹‹‹‹‹‹‹‹‹‹‹‹‹‹‹‹‹‹‹‹‹‹‹‹‹‹‹‹‹‹‹‹‹‹‹‹‹‹‹‹‹‹‹‹‹‹‹‹‹‹ — [157, 836, 846, 844]
gtex-tissue-bar[interactable] — [463, 1163, 467, 1191]
phylop-title: 100 vertebrates Basewise Conservation by PhyloP — [418, 1242, 688, 1256]
aligned-base: T — [632, 1368, 640, 1382]
aligned-base: T — [632, 1398, 640, 1412]
omim-gene-bar[interactable] — [157, 1053, 949, 1067]
aligned-base: A — [290, 1353, 299, 1367]
aligned-base: = — [291, 1428, 299, 1442]
window-position-label: Window Position — [63, 1, 152, 15]
gencode-transcript-label[interactable]: RAP1GAP — [95, 304, 152, 318]
gencode-transcript-label[interactable]: RAP1GAP — [95, 192, 152, 206]
reference-base: A — [857, 49, 866, 63]
tick-label-3: 21,961,235 — [768, 35, 829, 49]
aligned-base: - — [180, 1368, 184, 1382]
